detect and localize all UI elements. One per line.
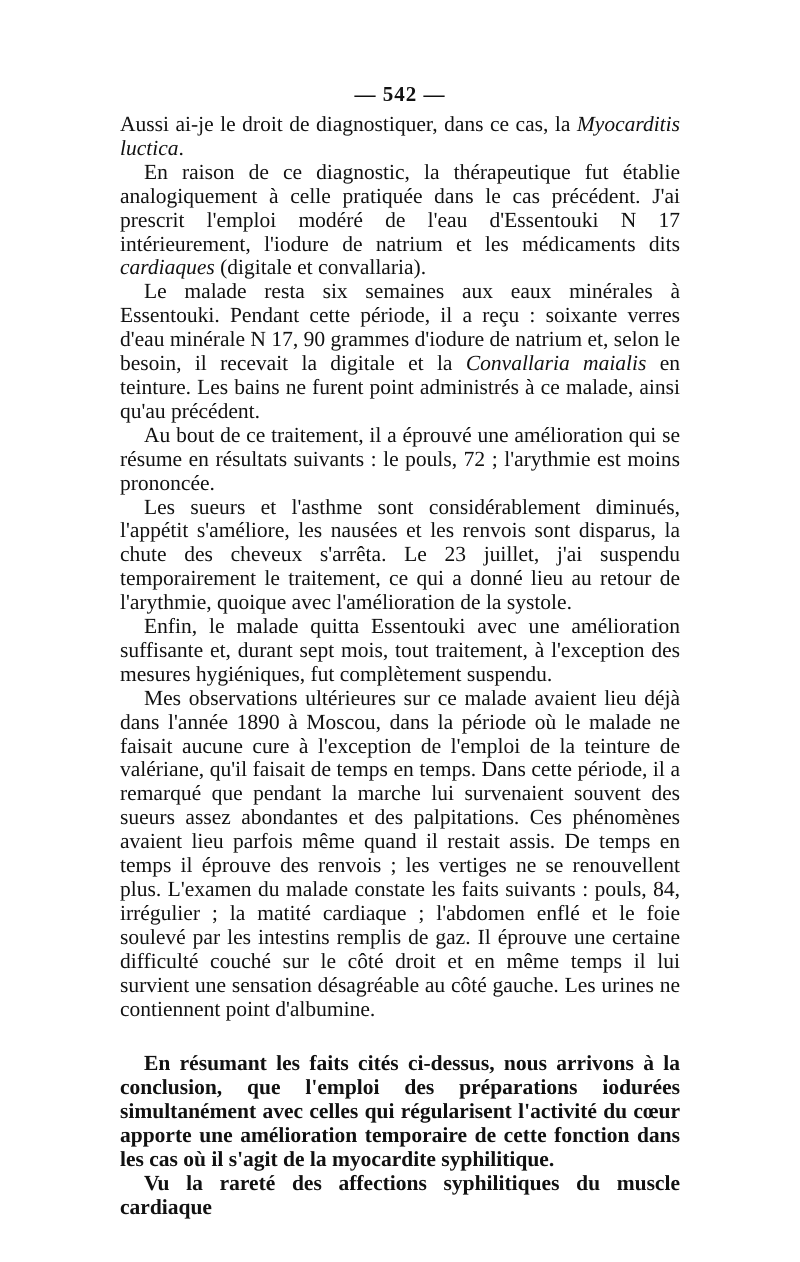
text-run: Les sueurs et l'asthme sont considérablement diminués, l'appétit s'améliore, les nausées et les renvois sont disparus, la chute des cheveux s'arrêta. Le 23 juillet, j'ai suspendu temporairement le traitement, ce qui a donné lieu au retour de l'arythmie, quoique avec l'amélioration de la systole. bbox=[120, 494, 680, 615]
text-run: Mes observations ultérieures sur ce malade avaient lieu déjà dans l'année 1890 à Moscou, dans la période où le malade ne faisait aucune cure à l'exception de l'emploi de la teinture de valériane, qu'il faisait de temps en temps. Dans cette période, il a remarqué que pendant la marche lui survenaient souvent des sueurs assez abondantes et des palpitations. Ces phénomènes avaient lieu parfois même quand il restait assis. De temps en temps il éprouve des renvois ; les vertiges ne se renouvellent plus. L'examen du malade constate les faits suivants : pouls, 84, irrégulier ; la matité cardiaque ; l'abdomen enflé et le foie soulevé par les intestins remplis de gaz. Il éprouve une certaine difficulté couché sur le côté droit et en même temps il lui survient une sensation désagréable au côté gauche. Les urines ne contiennent point d'albumine. bbox=[120, 685, 680, 1021]
paragraph bbox=[120, 1052, 680, 1172]
paragraph bbox=[120, 615, 680, 687]
page-number: — 542 — bbox=[354, 82, 446, 106]
paragraph bbox=[120, 496, 680, 616]
text-run: Vu la rareté des affections syphilitiques du muscle cardiaque bbox=[120, 1170, 680, 1219]
text-run: Aussi ai-je le droit de diagnostiquer, dans ce cas, la bbox=[120, 112, 577, 136]
italic-text: Convallaria maialis bbox=[465, 351, 647, 376]
text-run: En résumant les faits cités ci-dessus, nous arrivons à la conclusion, que l'emploi des préparations iodurées simultanément avec celles qui régularisent l'activité du cœur apporte une amélioration temporaire de cette fonction dans les cas où il s'agit de la myocardite syphilitique. bbox=[120, 1051, 680, 1172]
body-text bbox=[120, 113, 680, 1220]
italic-text: cardiaques bbox=[120, 255, 215, 280]
text-run: en teinture. Les bains ne furent point administrés à ce malade, ainsi qu'au précédent. bbox=[120, 351, 680, 423]
text-run: Le malade resta six semaines aux eaux minérales à Essentouki. Pendant cette période, il a reçu : soixante verres d'eau minérale N 17, 90 grammes d'iodure de natrium et, selon le besoin, il recevait la digitale et la bbox=[120, 279, 681, 376]
paragraph bbox=[120, 113, 680, 161]
paragraph bbox=[120, 1172, 680, 1220]
text-run: Au bout de ce traitement, il a éprouvé une amélioration qui se résume en résultats suivants : le pouls, 72 ; l'arythmie est moins prononcée. bbox=[120, 422, 680, 495]
paragraph bbox=[120, 280, 680, 423]
text-run: . bbox=[178, 135, 184, 160]
text-run: En raison de ce diagnostic, la thérapeutique fut établie analogiquement à celle pratiquée dans le cas précédent. J'ai prescrit l'emploi modéré de l'eau d'Essentouki N 17 intérieurement, l'iodure de natrium et les médicaments dits bbox=[120, 159, 680, 256]
text-run: (digitale et convallaria). bbox=[214, 255, 427, 280]
paragraph bbox=[120, 161, 680, 281]
italic-text: Myocarditis luctica bbox=[120, 112, 680, 160]
paragraph bbox=[120, 424, 680, 496]
paragraph bbox=[120, 687, 680, 1022]
text-run: Enfin, le malade quitta Essentouki avec une amélioration suffisante et, durant sept mois, tout traitement, à l'exception des mesures hygiéniques, fut complètement suspendu. bbox=[120, 614, 680, 686]
